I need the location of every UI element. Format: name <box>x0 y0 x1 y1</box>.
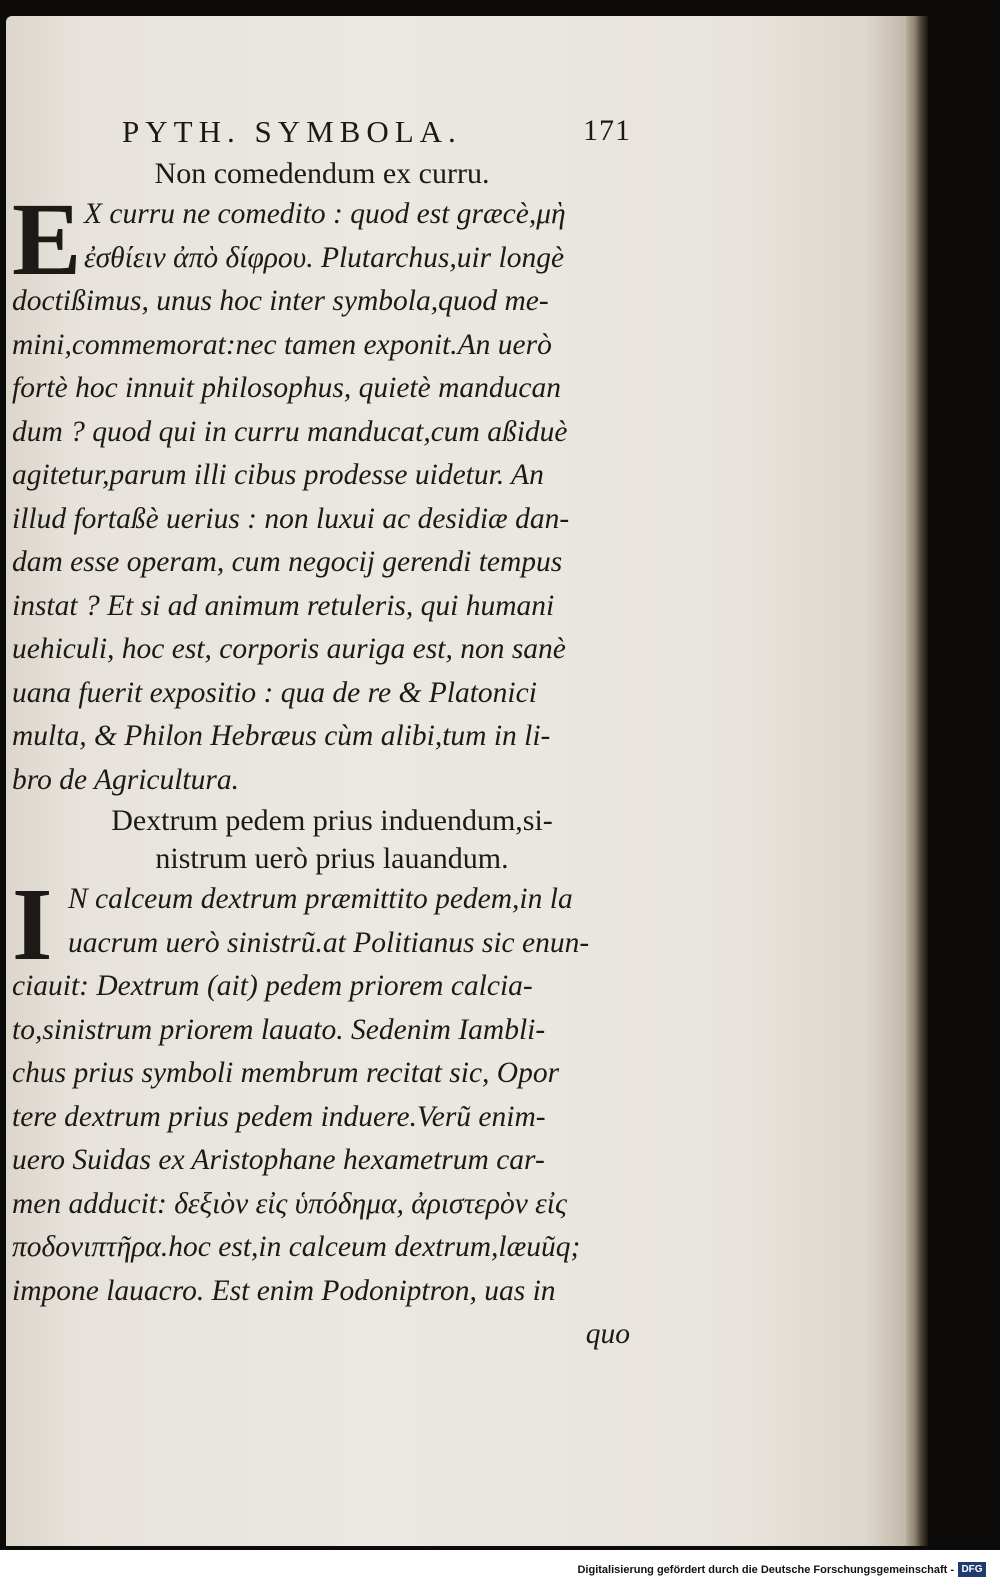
text-line: mini,commemorat:nec tamen exponit.An uerò <box>12 328 552 361</box>
paragraph <box>12 867 652 1357</box>
text-line: impone lauacro. Est enim Podoniptron, uas in <box>12 1274 556 1307</box>
section-heading-line: nistrum uerò prius lauandum. <box>155 842 509 875</box>
text-line: dum ? quod qui in curru manducat,cum aßiduè <box>12 415 568 448</box>
section-heading: Non comedendum ex curru. <box>154 157 490 190</box>
page-body <box>12 155 652 1357</box>
page-edge <box>906 16 928 1546</box>
text-line: uehiculi, hoc est, corporis auriga est, non sanè <box>12 633 566 665</box>
footer-bar <box>0 1550 1000 1589</box>
text-line: bro de Agricultura. <box>12 763 239 796</box>
text-line: dam esse operam, cum negocij gerendi tempus <box>12 546 563 578</box>
paragraph <box>12 182 652 802</box>
text-line: agitetur,parum illi cibus prodesse uidetur. An <box>12 459 544 491</box>
text-line: to,sinistrum priorem lauato. Sedenim Iambli- <box>12 1013 546 1046</box>
funding-credit: Digitalisierung gefördert durch die Deutsche Forschungsgemeinschaft - <box>577 1564 954 1576</box>
text-line: ἐσθίειν ἀπὸ δίφρου. Plutarchus,uir longè <box>84 241 565 274</box>
text-line: uacrum uerò sinistrũ.at Politianus sic enun- <box>68 926 590 959</box>
section-heading-line: Dextrum pedem prius induendum,si- <box>111 804 553 837</box>
drop-cap: I <box>12 867 53 982</box>
running-title: PYTH. SYMBOLA. <box>122 114 462 149</box>
page-number: 171 <box>583 114 631 147</box>
text-line: doctißimus, unus hoc inter symbola,quod me- <box>12 285 549 317</box>
text-line: instat ? Et si ad animum retuleris, qui humani <box>12 589 555 622</box>
text-line: chus prius symboli membrum recitat sic, Opor <box>12 1057 560 1089</box>
text-line: illud fortaßè uerius : non luxui ac desidiæ dan- <box>12 502 570 535</box>
catchword: quo <box>585 1318 630 1350</box>
text-line: fortè hoc innuit philosophus, quietè manducan <box>12 372 561 404</box>
text-line: multa, & Philon Hebræus cùm alibi,tum in li- <box>12 720 551 752</box>
dfg-logo: DFG <box>958 1562 986 1577</box>
text-line: N calceum dextrum præmittito pedem,in la <box>68 883 573 915</box>
text-line: men adducit: δεξιὸν εἰς ὑπόδημα, ἀριστερὸν εἰς <box>12 1187 567 1220</box>
text-line: ποδονιπτῆρα.hoc est,in calceum dextrum,læuũq; <box>12 1231 581 1263</box>
text-line: ciauit: Dextrum (ait) pedem priorem calcia- <box>12 970 533 1002</box>
text-line: uana fuerit expositio : qua de re & Platonici <box>12 676 537 709</box>
text-line: tere dextrum prius pedem induere.Verũ enim- <box>12 1100 546 1133</box>
text-line: uero Suidas ex Aristophane hexametrum car- <box>12 1144 545 1176</box>
drop-cap: E <box>12 182 82 297</box>
text-line: X curru ne comedito : quod est græcè,μὴ <box>84 198 566 230</box>
